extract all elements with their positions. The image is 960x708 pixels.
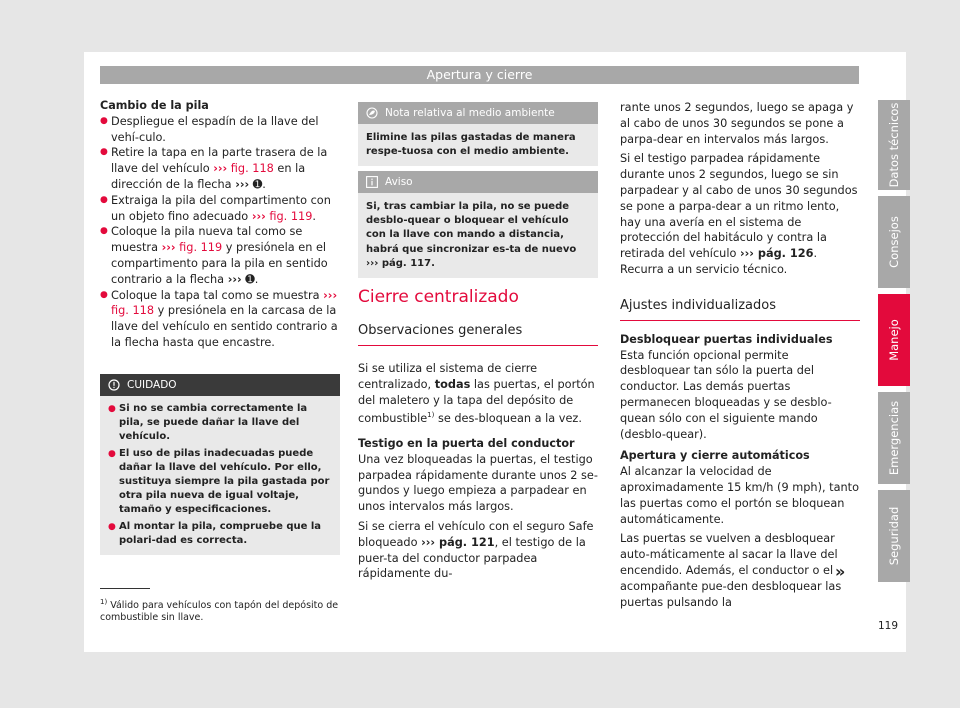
figure-link[interactable]: ››› fig. 119	[161, 241, 223, 255]
paragraph: rante unos 2 segundos, luego se apaga y al cabo de unos 30 segundos se pone a parpa-dear en intervalos más largos.	[620, 101, 854, 146]
caution-item: ● Al montar la pila, compruebe que la polari-dad es correcta.	[108, 520, 332, 548]
footnote: $^{1)}$ Válido para vehículos con tapón del depósito de combustible sin llave.	[100, 598, 339, 624]
figure-link[interactable]: ››› fig. 118	[111, 288, 338, 318]
divider	[358, 345, 598, 346]
section-title: Cierre centralizado	[358, 287, 519, 307]
info-icon	[366, 176, 378, 188]
environment-note-body: Elimine las pilas gastadas de manera respe-tuosa con el medio ambiente.	[358, 124, 598, 166]
heading: Apertura y cierre automáticos	[620, 449, 810, 463]
tab-label: Seguridad	[887, 506, 901, 566]
caution-header	[100, 374, 340, 396]
tab-label: Datos técnicos	[887, 102, 901, 188]
caution-item: ● Si no se cambia correctamente la pila, se puede dañar la llave del vehículo.	[108, 402, 332, 445]
info-circle-icon	[108, 379, 120, 391]
paragraph: Si se utiliza el sistema de cierre centralizado, todas las puertas, el portón del maletero y la tapa del depósito de combustible$^{1)}$ se des-bloquean a la vez.	[358, 362, 595, 426]
paragraph: Al alcanzar la velocidad de aproximadamente 15 km/h (9 mph), tanto las puertas como el portón se bloquean automáticamente.	[620, 465, 860, 526]
warning-icon: ➊	[252, 177, 263, 191]
tab-label: Manejo	[887, 319, 901, 361]
tab-label: Consejos	[887, 216, 901, 268]
environment-note-box	[358, 102, 598, 166]
page-number: 119	[878, 620, 899, 632]
tab-seguridad[interactable]	[878, 490, 910, 582]
figure-link[interactable]: ››› fig. 119	[251, 209, 313, 223]
environment-note-title: Nota relativa al medio ambiente	[385, 107, 555, 119]
column-2	[358, 287, 598, 582]
environment-note-header	[358, 102, 598, 124]
page-link[interactable]: ››› pág. 121	[421, 535, 495, 549]
section-heading: Cambio de la pila	[100, 99, 209, 112]
heading: Testigo en la puerta del conductor	[358, 436, 575, 450]
page-link[interactable]: ››› pág. 126	[739, 247, 814, 261]
aviso-box	[358, 171, 598, 278]
aviso-title: Aviso	[385, 176, 413, 188]
tab-datos-tecnicos[interactable]	[878, 100, 910, 190]
footnote-divider	[100, 588, 150, 589]
continue-arrow-icon: »	[835, 562, 846, 581]
subsection-title: Ajustes individualizados	[620, 297, 776, 313]
list-item: ● Coloque la tapa tal como se muestra ››› fig. 118 y presiónela en la carcasa de la llave del vehículo en sentido contrario a la flecha hasta que encastre.	[100, 288, 340, 351]
list-item: ● Retire la tapa en la parte trasera de la llave del vehículo ››› fig. 118 en la dirección de la flecha ››› ➊.	[100, 145, 340, 192]
caution-title: CUIDADO	[127, 379, 177, 391]
paragraph: Una vez bloqueadas la puertas, el testigo parpadea rápidamente durante unos 2 se-gundos y luego empieza a parpadear en unos intervalos más largos.	[358, 452, 598, 514]
aviso-body: Si, tras cambiar la pila, no se puede desblo-quear o bloquear el vehículo con la llave con mando a distancia, habrá que sincronizar es-ta de nuevo ››› pág. 117.	[358, 193, 598, 278]
warning-icon: ➊	[245, 272, 255, 286]
list-item: ● Coloque la pila nueva tal como se muestra ››› fig. 119 y presiónela en el compartimento para la pila en sentido contrario a la flecha ››› ➊.	[100, 224, 340, 287]
tab-emergencias[interactable]	[878, 392, 910, 484]
paragraph: Las puertas se vuelven a desbloquear auto-máticamente al sacar la llave del encendido. Además, el conductor o el acompañante pue-den desbloquear las puertas pulsando la	[620, 532, 842, 609]
aviso-header	[358, 171, 598, 193]
leaf-icon	[366, 107, 378, 119]
tab-label: Emergencias	[887, 400, 901, 476]
caution-box	[100, 374, 340, 555]
paragraph: Esta función opcional permite desbloquear tan sólo la puerta del conductor. Las demás puertas permanecen bloqueadas y se desblo-quean sólo con el siguiente mando (desblo-quear).	[620, 348, 832, 441]
divider	[620, 320, 860, 321]
page-header: Apertura y cierre	[100, 66, 859, 84]
paragraph: Si el testigo parpadea rápidamente durante unos 2 segundos, luego se sin parpadear y al cabo de unos 30 segundos se pone a parpa-dear a un ritmo lento, hay una avería en el sistema de protección del habitáculo y contra la retirada del vehículo ››› pág. 126. Recurra a un servicio técnico.	[620, 152, 858, 276]
caution-body	[100, 396, 340, 555]
column-3	[620, 100, 860, 610]
paragraph: Si se cierra el vehículo con el seguro Safe bloqueado ››› pág. 121, el testigo de la puer-ta del conductor parpadea rápidamente du-	[358, 519, 594, 581]
tab-manejo[interactable]	[878, 294, 910, 386]
heading: Desbloquear puertas individuales	[620, 332, 833, 346]
caution-item: ● El uso de pilas inadecuadas puede dañar la llave del vehículo. Por ello, sustituya siempre la pila gastada por otra pila nueva de igual voltaje, tamaño y especificaciones.	[108, 447, 332, 518]
list-item: ● Despliegue el espadín de la llave del vehí-culo.	[100, 114, 340, 146]
page-link[interactable]: ››› pág. 117	[366, 257, 432, 269]
figure-link[interactable]: ››› fig. 118	[213, 162, 274, 176]
subsection-title: Observaciones generales	[358, 323, 523, 338]
column-1	[100, 98, 340, 351]
list-item: ● Extraiga la pila del compartimento con un objeto fino adecuado ››› fig. 119.	[100, 193, 340, 225]
tab-consejos[interactable]	[878, 196, 910, 288]
